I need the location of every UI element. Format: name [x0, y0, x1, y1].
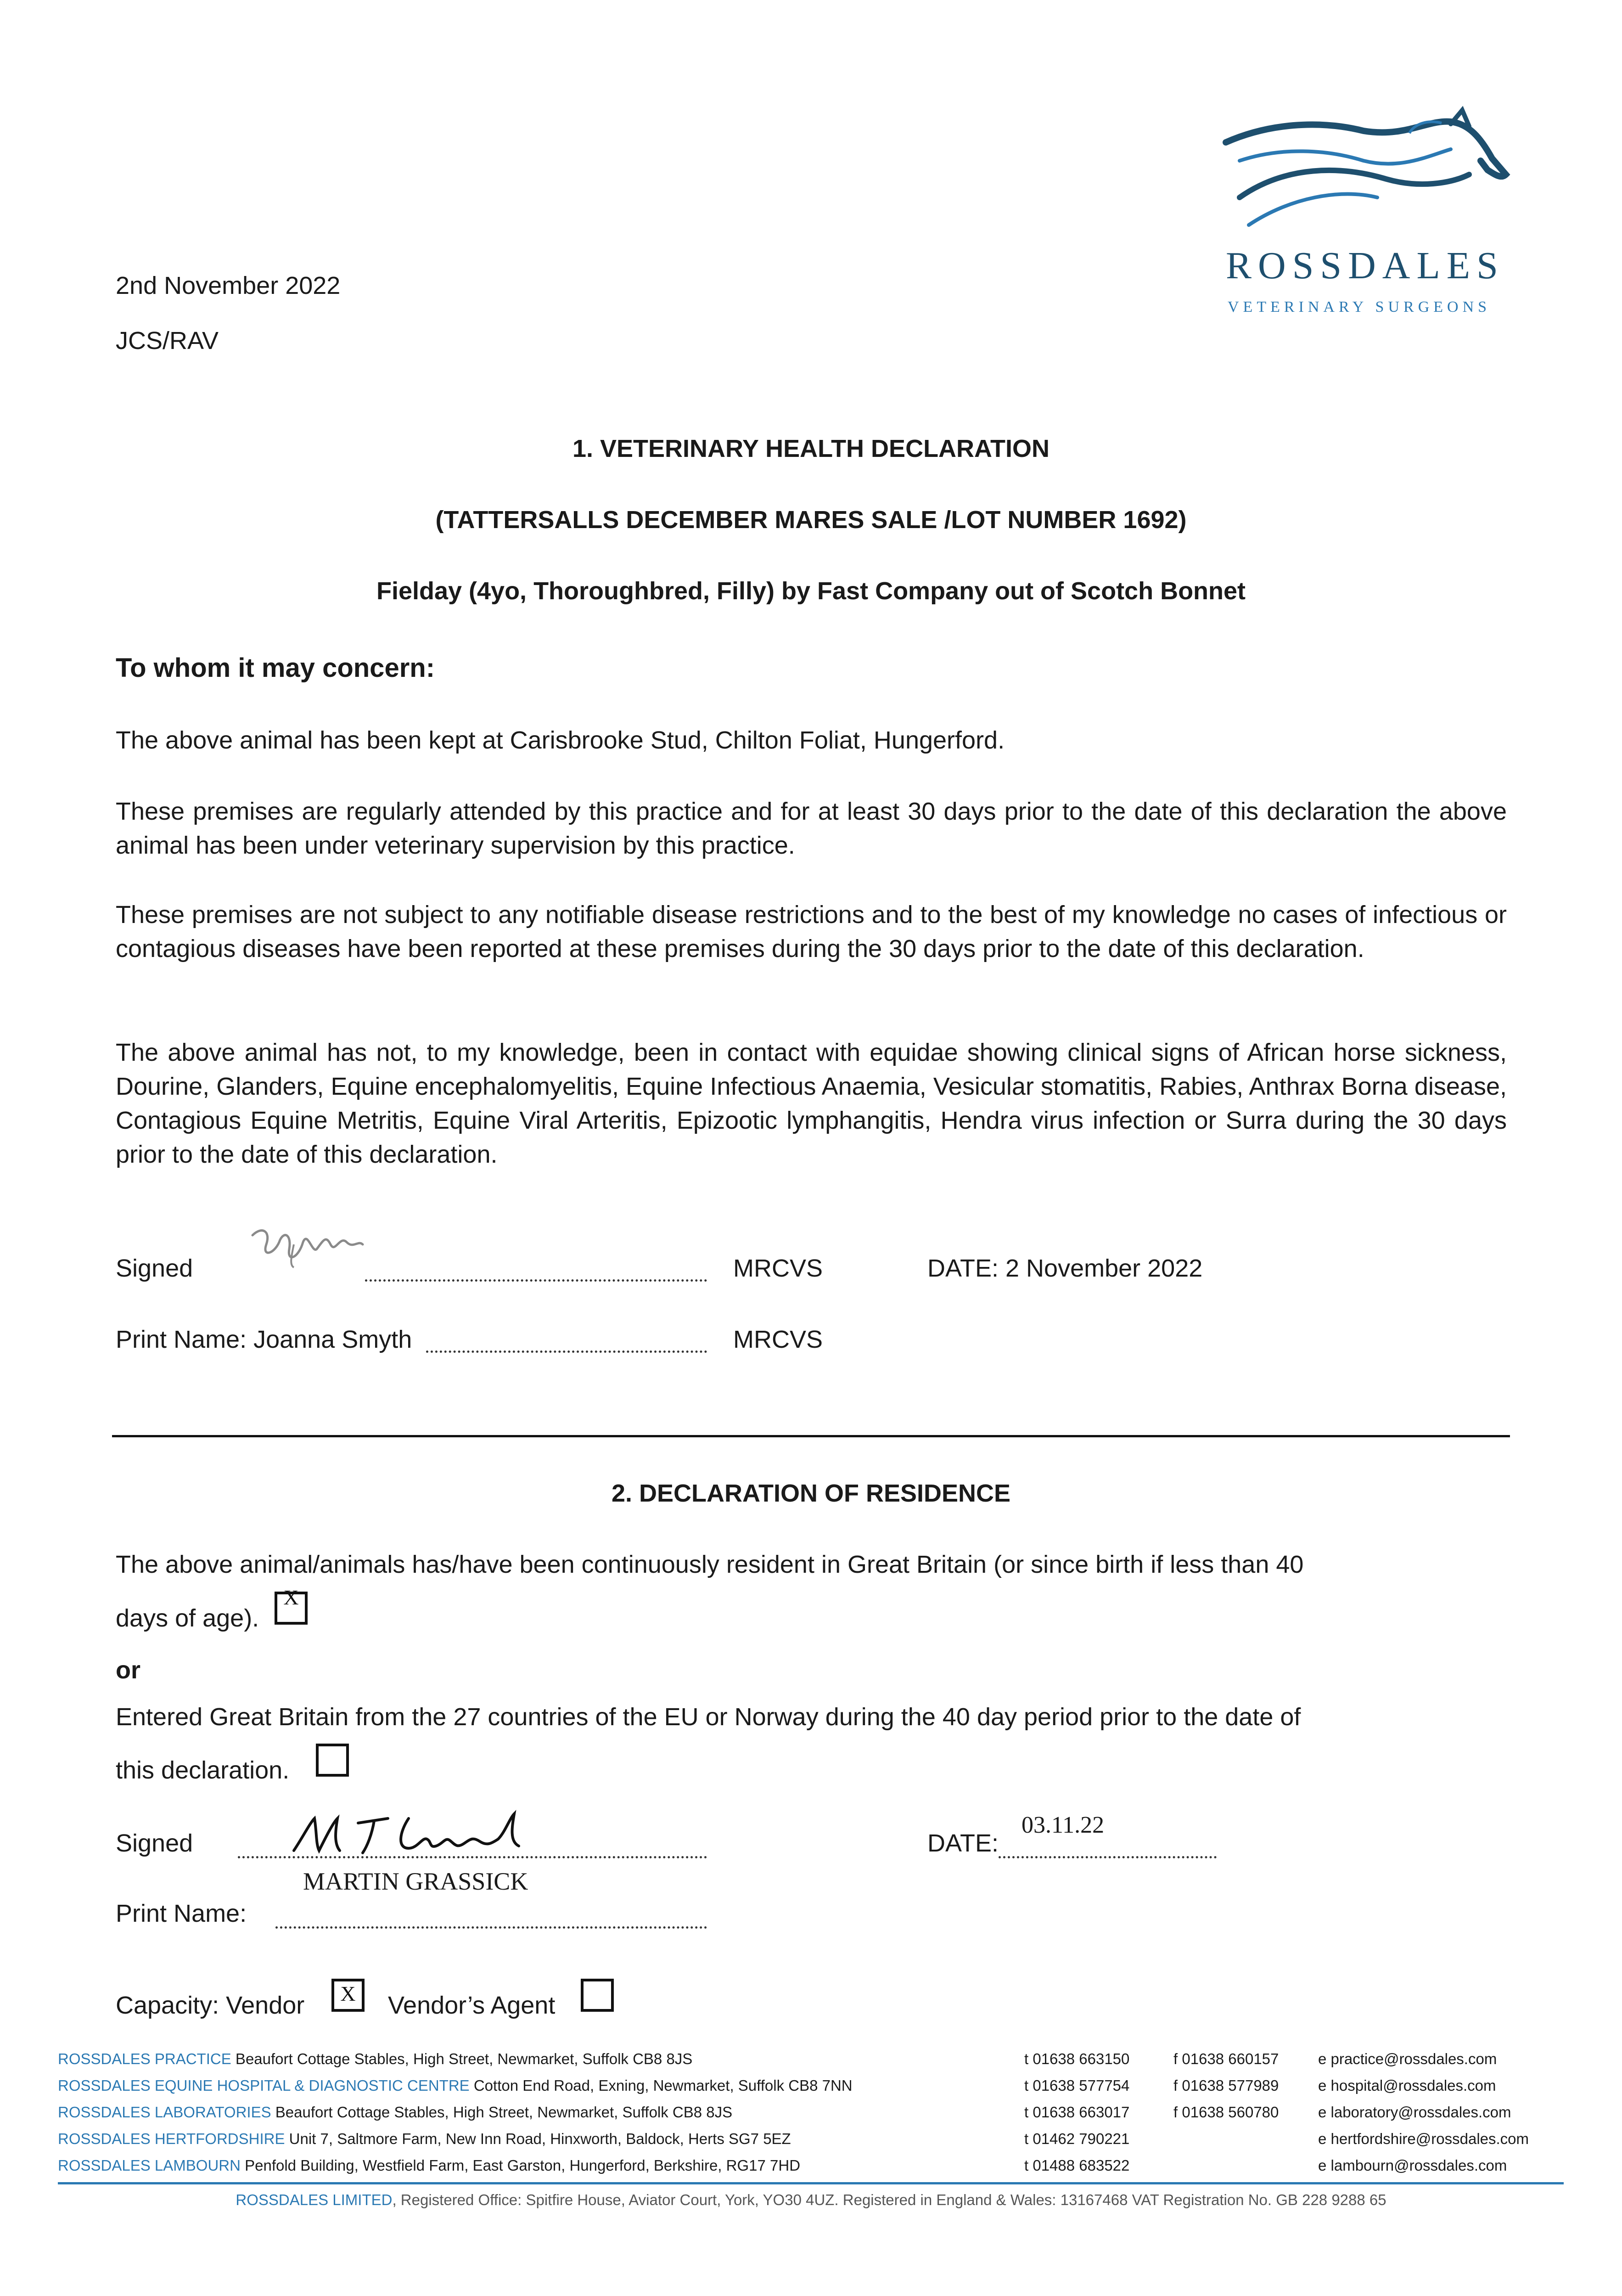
print-name-1: Print Name: Joanna Smyth — [116, 1326, 412, 1353]
para-premises: The above animal has been kept at Carisbrooke Stud, Chilton Foliat, Hungerford. — [116, 726, 1005, 754]
section1-heading: 1. VETERINARY HEALTH DECLARATION — [572, 435, 1050, 462]
print-name-line-2 — [275, 1926, 707, 1929]
footer-registered — [0, 2187, 1622, 2213]
footer-practice-tel: t 01638 663150 — [1024, 2050, 1130, 2067]
section1-subheading: (TATTERSALLS DECEMBER MARES SALE /LOT NUMBER 1692) — [435, 506, 1187, 534]
rossdales-logo — [1212, 106, 1524, 335]
footer-herts-address: Unit 7, Saltmore Farm, New Inn Road, Hinxworth, Baldock, Herts SG7 5EZ — [285, 2130, 791, 2147]
vendor-agent-checkbox[interactable] — [581, 1979, 614, 2012]
vendor-date-value: 03.11.22 — [1021, 1812, 1105, 1838]
footer-practice-name: ROSSDALES PRACTICE — [58, 2050, 231, 2067]
footer-labs-tel: t 01638 663017 — [1024, 2104, 1130, 2121]
registered-company-details: , Registered Office: Spitfire House, Aviator Court, York, YO30 4UZ. Registered in England & Wales: 13167468 VAT Registration No. GB 228 9288 65 — [392, 2191, 1386, 2208]
footer-practice-address: Beaufort Cottage Stables, High Street, Newmarket, Suffolk CB8 8JS — [231, 2050, 693, 2067]
residence-option2-line1: Entered Great Britain from the 27 countries of the EU or Norway during the 40 day period prior to the date of — [116, 1703, 1301, 1731]
mrcvs-label-1: MRCVS — [733, 1255, 823, 1282]
letter-date: 2nd November 2022 — [116, 272, 341, 299]
mrcvs-label-2: MRCVS — [733, 1326, 823, 1353]
footer-practice-email[interactable]: e practice@rossdales.com — [1318, 2050, 1497, 2067]
footer-hospital-address: Cotton End Road, Exning, Newmarket, Suffolk CB8 7NN — [469, 2077, 853, 2094]
option1-check-mark: X — [283, 1586, 299, 1609]
para-contact: The above animal has not, to my knowledge, been in contact with equidae showing clinical signs of African horse sickness, Dourine, Glanders, Equine encephalomyelitis, Equine Infectious Anaemia, Vesicular stomatitis, Rabies, Anthrax Borna disease, Contagious Equine Metritis, Equine Viral Arteritis, Epizootic lymphangitis, Hendra virus infection or Surra during the 30 days prior to the date of this declaration. — [116, 1039, 1507, 1168]
footer-row — [58, 2072, 1564, 2099]
footer-labs-email[interactable]: e laboratory@rossdales.com — [1318, 2104, 1511, 2121]
footer-divider — [58, 2182, 1564, 2184]
vendor-print-name-value: MARTIN GRASSICK — [303, 1868, 528, 1895]
option2-checkbox[interactable] — [316, 1744, 349, 1777]
letter-reference: JCS/RAV — [116, 327, 219, 355]
footer-row — [58, 2099, 1564, 2126]
para-restrictions: These premises are not subject to any notifiable disease restrictions and to the best of my knowledge no cases of infectious or contagious diseases have been reported at these premises during the 30 days prior to the date of this declaration. — [116, 901, 1507, 962]
footer-contacts — [58, 2046, 1564, 2179]
footer-row — [58, 2152, 1564, 2179]
footer-lambourn-address: Penfold Building, Westfield Farm, East Garston, Hungerford, Berkshire, RG17 7HD — [240, 2157, 801, 2174]
footer-row — [58, 2126, 1564, 2152]
option1-checkbox[interactable] — [275, 1586, 308, 1625]
residence-option1-line1: The above animal/animals has/have been continuously resident in Great Britain (or since birth if less than 40 — [116, 1551, 1304, 1578]
signature-line-1 — [365, 1279, 707, 1282]
footer-hospital-name: ROSSDALES EQUINE HOSPITAL & DIAGNOSTIC CENTRE — [58, 2077, 470, 2094]
animal-description: Fielday (4yo, Thoroughbred, Filly) by Fast Company out of Scotch Bonnet — [376, 577, 1246, 605]
footer-herts-email[interactable]: e hertfordshire@rossdales.com — [1318, 2130, 1529, 2147]
print-name-line-1 — [426, 1351, 707, 1353]
signature-line-2 — [238, 1856, 707, 1858]
footer-hospital-fax: f 01638 577989 — [1173, 2077, 1279, 2094]
footer-lambourn-name: ROSSDALES LAMBOURN — [58, 2157, 241, 2174]
vendor-date-label: DATE: — [927, 1829, 999, 1857]
horse-head-icon — [1212, 106, 1524, 253]
vendor-agent-label: Vendor’s Agent — [388, 1992, 556, 2019]
brand-tagline: VETERINARY SURGEONS — [1228, 298, 1491, 315]
vendor-check-mark: X — [340, 1982, 356, 2005]
footer-labs-fax: f 01638 560780 — [1173, 2104, 1279, 2121]
brand-name: ROSSDALES — [1226, 244, 1504, 287]
footer-labs-name: ROSSDALES LABORATORIES — [58, 2104, 271, 2121]
signed-label-1: Signed — [116, 1255, 193, 1282]
print-name-label-2: Print Name: — [116, 1900, 247, 1927]
footer-row — [58, 2046, 1564, 2072]
or-separator: or — [116, 1656, 140, 1684]
capacity-label: Capacity: Vendor — [116, 1992, 305, 2019]
date-line-2 — [999, 1856, 1217, 1858]
footer-labs-address: Beaufort Cottage Stables, High Street, Newmarket, Suffolk CB8 8JS — [271, 2104, 733, 2121]
para-supervision: These premises are regularly attended by this practice and for at least 30 days prior to the date of this declaration the above animal has been under veterinary supervision by this practice. — [116, 798, 1507, 859]
footer-practice-fax: f 01638 660157 — [1173, 2050, 1279, 2067]
registered-company-name: ROSSDALES LIMITED — [236, 2191, 393, 2208]
footer-lambourn-tel: t 01488 683522 — [1024, 2157, 1130, 2174]
residence-option1-line2: days of age). — [116, 1604, 259, 1632]
footer-lambourn-email[interactable]: e lambourn@rossdales.com — [1318, 2157, 1507, 2174]
vet-signature — [248, 1217, 367, 1272]
section2-heading: 2. DECLARATION OF RESIDENCE — [611, 1480, 1011, 1507]
section-divider — [112, 1435, 1510, 1437]
residence-option2-line2: this declaration. — [116, 1756, 290, 1784]
footer-hospital-email[interactable]: e hospital@rossdales.com — [1318, 2077, 1496, 2094]
salutation: To whom it may concern: — [116, 653, 435, 683]
footer-herts-tel: t 01462 790221 — [1024, 2130, 1130, 2147]
vendor-signature — [289, 1805, 546, 1864]
footer-herts-name: ROSSDALES HERTFORDSHIRE — [58, 2130, 285, 2147]
declaration-date: DATE: 2 November 2022 — [927, 1255, 1203, 1282]
footer-hospital-tel: t 01638 577754 — [1024, 2077, 1130, 2094]
vendor-checkbox[interactable] — [331, 1979, 365, 2012]
signed-label-2: Signed — [116, 1829, 193, 1857]
